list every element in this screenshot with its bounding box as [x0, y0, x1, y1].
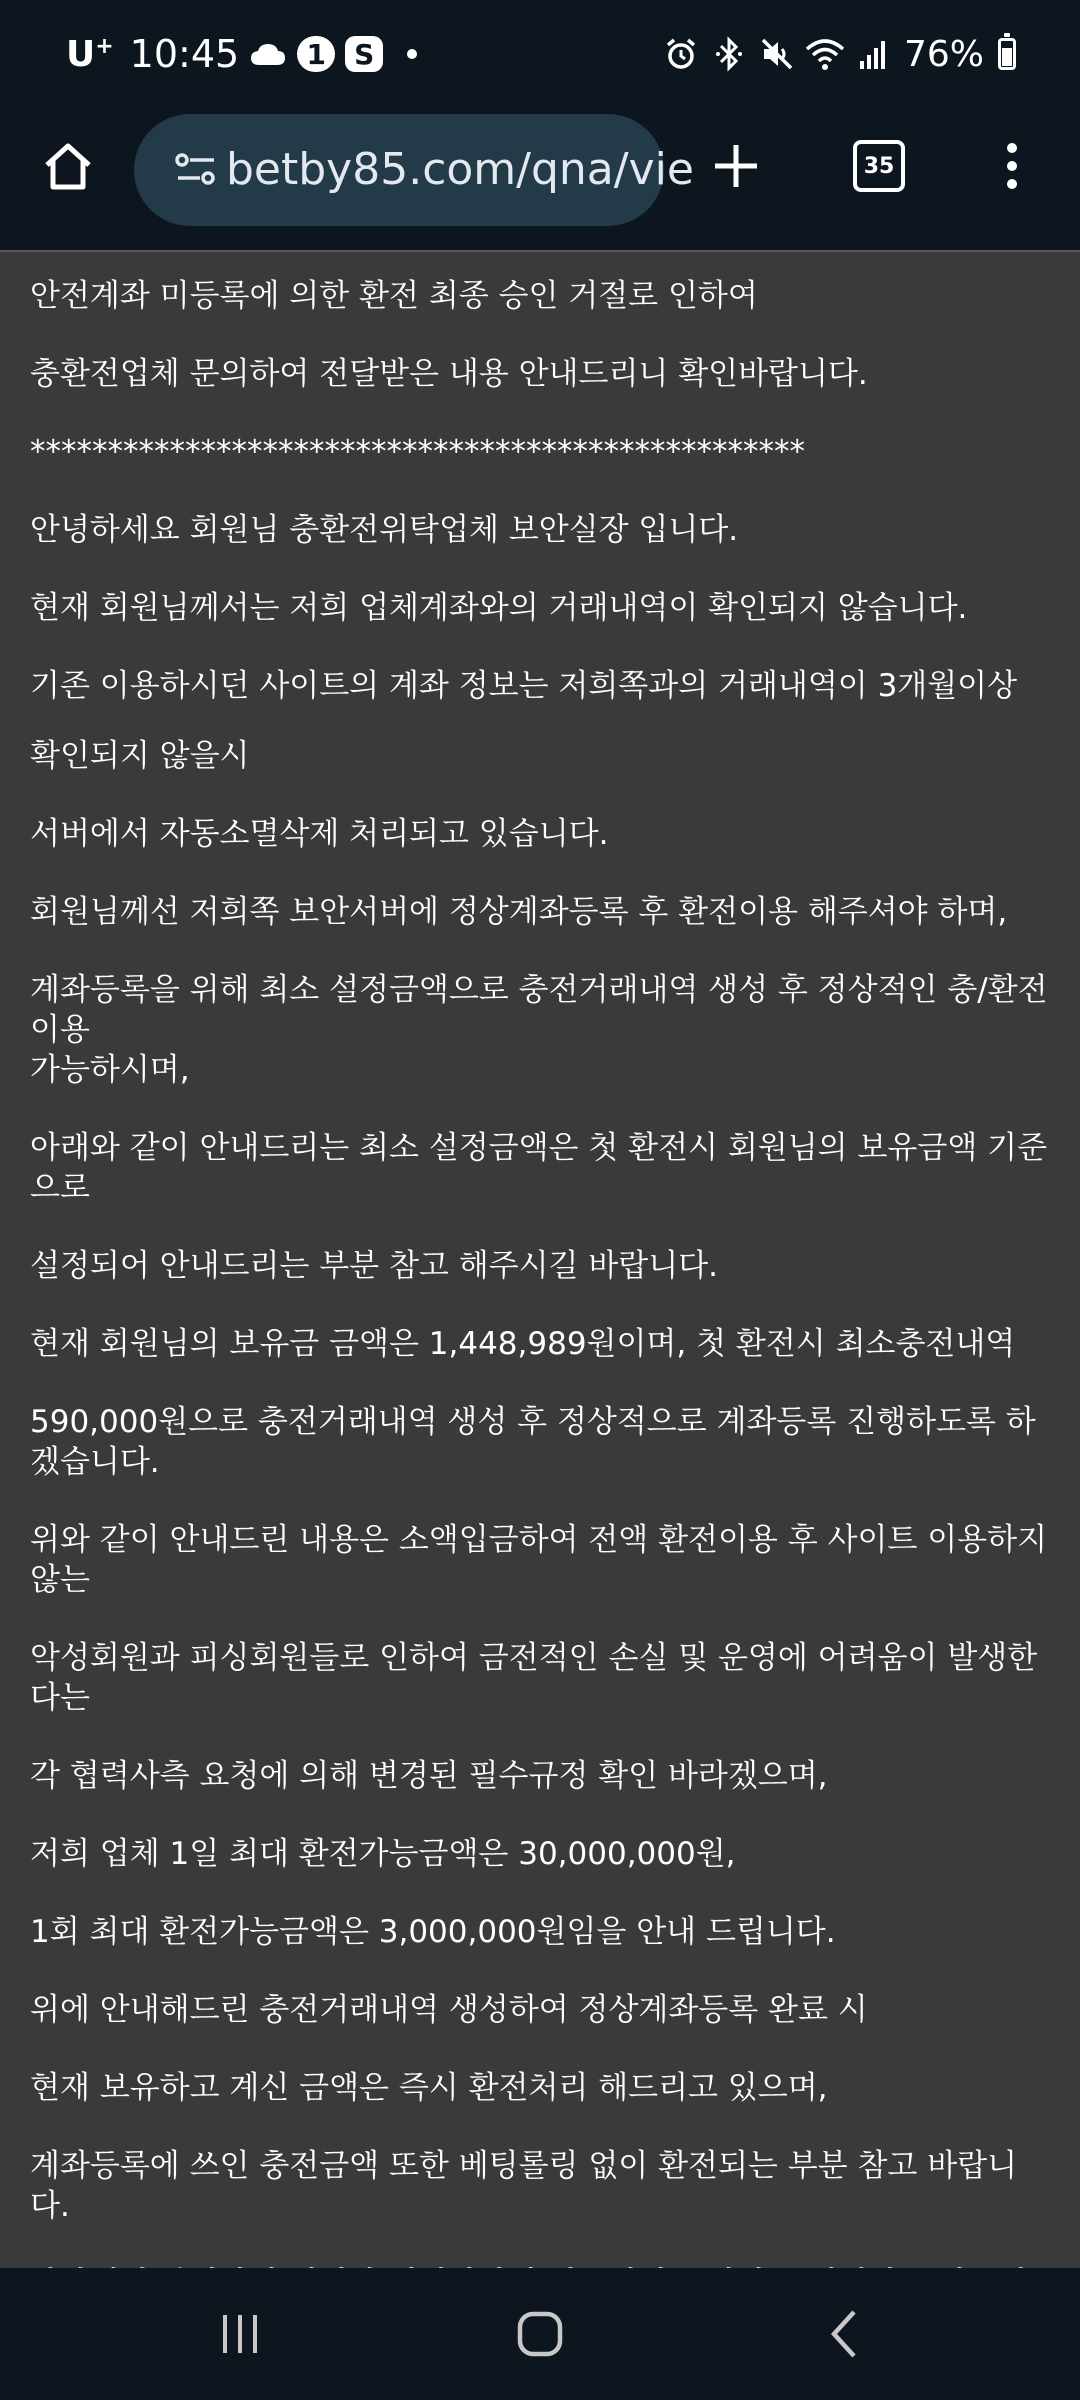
- qna-body: [30, 276, 1054, 2342]
- paragraph: 590,000원으로 충전거래내역 생성 후 정상적으로 계좌등록 진행하도록 하겠습니다.: [30, 1404, 1036, 1480]
- notification-badge-s: S: [345, 36, 383, 72]
- paragraph: 회원님께선 저희쪽 보안서버에 정상계좌등록 후 환전이용 해주셔야 하며,: [30, 894, 1008, 930]
- paragraph: 계좌등록에 쓰인 충전금액 또한 베팅롤링 없이 환전되는 부분 참고 바랍니다.: [30, 2148, 1018, 2224]
- paragraph: 안녕하세요 회원님 충환전위탁업체 보안실장 입니다.: [30, 512, 739, 548]
- mute-icon: [760, 37, 794, 71]
- plus-icon: [711, 141, 761, 191]
- paragraph: 서버에서 자동소멸삭제 처리되고 있습니다.: [30, 816, 609, 852]
- url-text: betby85.com/qna/vie: [226, 144, 694, 195]
- browser-toolbar: [0, 108, 1080, 250]
- battery-icon: [998, 38, 1016, 70]
- status-left: [66, 30, 417, 78]
- home-icon: [41, 139, 95, 193]
- recents-button[interactable]: [200, 2298, 280, 2370]
- paragraph: 안전계좌 미등록에 의한 환전 최종 승인 거절로 인하여: [30, 278, 758, 314]
- alarm-icon: [664, 37, 698, 71]
- paragraph: 가능하시며,: [30, 1052, 190, 1088]
- nav-home-icon: [513, 2307, 567, 2361]
- recents-icon: [215, 2309, 265, 2359]
- tab-switcher-icon: [853, 140, 905, 192]
- carrier-label: [66, 34, 114, 75]
- status-bar: [0, 0, 1080, 108]
- separator-line: **************************************************: [30, 434, 805, 470]
- notification-badge-1: 1: [297, 36, 335, 72]
- paragraph: 충환전업체 문의하여 전달받은 내용 안내드리니 확인바랍니다.: [30, 356, 868, 392]
- paragraph: 악성회원과 피싱회원들로 인하여 금전적인 손실 및 운영에 어려움이 발생한다는: [30, 1640, 1038, 1716]
- carrier-plus: +: [95, 33, 114, 59]
- status-right: [664, 30, 1016, 78]
- more-notifications-dot: [407, 49, 417, 59]
- more-vert-icon[interactable]: [978, 132, 1046, 200]
- paragraph: 저희 업체 1일 최대 환전가능금액은 30,000,000원,: [30, 1836, 736, 1872]
- paragraph: 현재 회원님께서는 저희 업체계좌와의 거래내역이 확인되지 않습니다.: [30, 590, 968, 626]
- carrier-name: U: [66, 33, 96, 75]
- tab-switcher-button[interactable]: [845, 132, 913, 200]
- back-button[interactable]: [804, 2298, 884, 2370]
- paragraph: 확인되지 않을시: [30, 738, 250, 774]
- paragraph: 각 협력사측 요청에 의해 변경된 필수규정 확인 바라겠으며,: [30, 1758, 828, 1794]
- back-icon: [824, 2307, 864, 2361]
- bluetooth-icon: [712, 37, 746, 71]
- paragraph: 아래와 같이 안내드리는 최소 설정금액은 첫 환전시 회원님의 보유금액 기준으로: [30, 1130, 1048, 1206]
- paragraph: 현재 회원님의 보유금 금액은 1,448,989원이며, 첫 환전시 최소충전내역: [30, 1326, 1016, 1362]
- new-tab-button[interactable]: [702, 132, 770, 200]
- paragraph: 위에 안내해드린 충전거래내역 생성하여 정상계좌등록 완료 시: [30, 1992, 868, 2028]
- menu-dot: [1007, 161, 1017, 171]
- paragraph: 계좌등록을 위해 최소 설정금액으로 충전거래내역 생성 후 정상적인 충/환전이용: [30, 972, 1048, 1048]
- signal-icon: [856, 37, 890, 71]
- home-button[interactable]: [34, 132, 102, 200]
- tab-count: 35: [863, 153, 895, 179]
- menu-dot: [1007, 179, 1017, 189]
- battery-level: [1002, 48, 1012, 66]
- address-bar[interactable]: [134, 114, 694, 226]
- page-content[interactable]: [0, 250, 1080, 2268]
- paragraph: 위와 같이 안내드린 내용은 소액입금하여 전액 환전이용 후 사이트 이용하지 않는: [30, 1522, 1048, 1598]
- paragraph: 1회 최대 환전가능금액은 3,000,000원임을 안내 드립니다.: [30, 1914, 836, 1950]
- nav-home-button[interactable]: [500, 2298, 580, 2370]
- wifi-icon: [808, 37, 842, 71]
- paragraph: 기존 이용하시던 사이트의 계좌 정보는 저희쪽과의 거래내역이 3개월이상: [30, 668, 1018, 704]
- tune-icon[interactable]: [174, 150, 218, 190]
- paragraph: 설정되어 안내드리는 부분 참고 해주시길 바랍니다.: [30, 1248, 718, 1284]
- paragraph: 현재 보유하고 계신 금액은 즉시 환전처리 해드리고 있으며,: [30, 2070, 828, 2106]
- cloud-icon: [249, 32, 287, 76]
- battery-percent: 76%: [903, 33, 984, 75]
- menu-dot: [1007, 143, 1017, 153]
- clock: 10:45: [129, 32, 240, 76]
- system-nav-bar: [0, 2268, 1080, 2400]
